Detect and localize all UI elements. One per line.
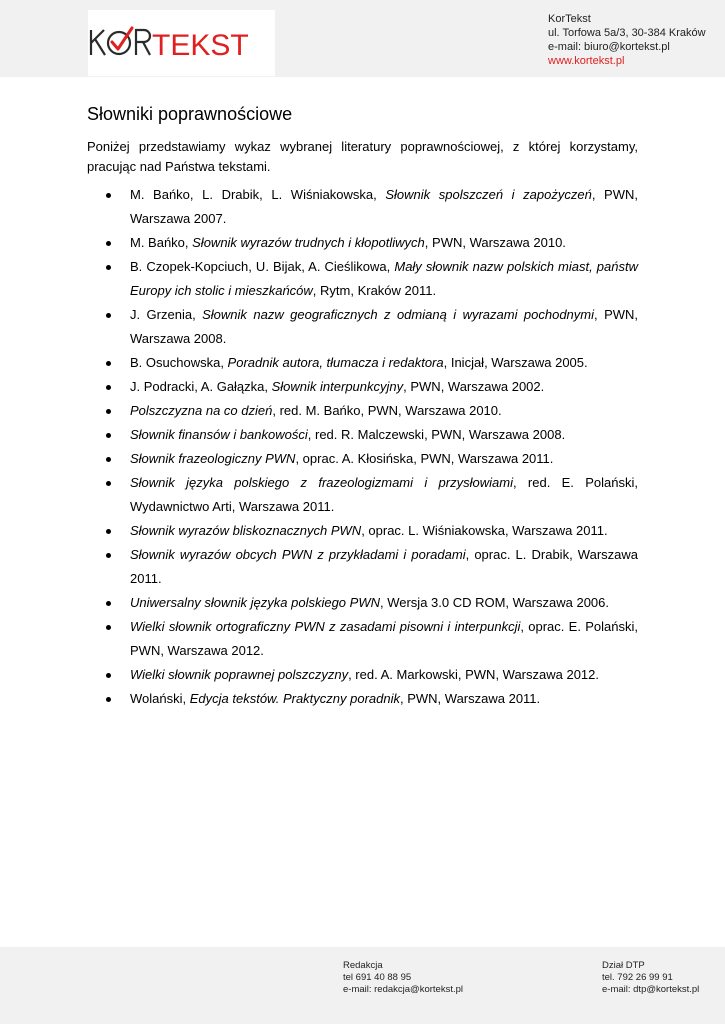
reference-publication: , Rytm, Kraków 2011. [312,283,437,298]
bullet-icon [106,529,111,534]
reference-item [87,375,638,399]
reference-publication: , PWN, Warszawa 2007. [130,187,639,226]
reference-item [87,423,638,447]
kortekst-logo-graphic [88,10,275,76]
reference-item [87,183,638,231]
footer-editorial-label: Redakcja [343,960,383,971]
company-address: ul. Torfowa 5a/3, 30-384 Kraków [548,27,706,39]
reference-authors: Wolański, [130,691,190,706]
logo-wordmark: TEKST [152,29,249,62]
bullet-icon [106,457,111,462]
reference-item [87,591,638,615]
reference-publication: , red. R. Malczewski, PWN, Warszawa 2008. [307,427,566,442]
reference-publication: , red. M. Bańko, PWN, Warszawa 2010. [272,403,502,418]
reference-title: Słownik interpunkcyjny [271,379,404,394]
footer-dtp-email[interactable]: e-mail: dtp@kortekst.pl [602,984,700,995]
reference-publication: , oprac. E. Polański, PWN, Warszawa 2012. [130,619,638,658]
reference-item [87,615,638,663]
reference-list [87,183,638,711]
reference-title: Słownik nazw geograficznych z odmianą i wyrazami pochodnymi [202,307,595,322]
bullet-icon [106,601,111,606]
bullet-icon [106,265,111,270]
reference-authors: B. Osuchowska, [130,355,228,370]
reference-title: Wielki słownik poprawnej polszczyzny [130,667,349,682]
reference-title: Słownik wyrazów obcych PWN z przykładami i poradami [130,547,466,562]
bullet-icon [106,481,111,486]
reference-title: Edycja tekstów. Praktyczny poradnik [189,691,400,706]
reference-authors: J. Podracki, A. Gałązka, [130,379,272,394]
reference-title: Słownik finansów i bankowości [130,427,308,442]
bullet-icon [106,553,111,558]
reference-publication: , oprac. A. Kłosińska, PWN, Warszawa 2011. [295,451,554,466]
page-title: Słowniki poprawnościowe [87,104,293,124]
reference-item [87,399,638,423]
reference-title: Wielki słownik ortograficzny PWN z zasadami pisowni i interpunkcji [130,619,521,634]
intro-paragraph: Poniżej przedstawiamy wykaz wybranej literatury poprawnościowej, z której korzystamy, pracując nad Państwa tekstami. [87,139,638,174]
reference-title: Uniwersalny słownik języka polskiego PWN [130,595,380,610]
reference-publication: , Inicjał, Warszawa 2005. [443,355,588,370]
reference-item [87,687,638,711]
reference-title: Słownik spolszczeń i zapożyczeń [385,187,592,202]
page-footer [0,947,725,1024]
reference-authors: J. Grzenia, [130,307,203,322]
reference-title: Słownik wyrazów trudnych i kłopotliwych [192,235,425,250]
bullet-icon [106,433,111,438]
reference-publication: , Wersja 3.0 CD ROM, Warszawa 2006. [379,595,609,610]
company-name: KorTekst [548,13,591,25]
reference-publication: , PWN, Warszawa 2011. [400,691,541,706]
bullet-icon [106,673,111,678]
bullet-icon [106,361,111,366]
reference-item [87,231,638,255]
reference-title: Słownik frazeologiczny PWN [130,451,296,466]
reference-authors: B. Czopek-Kopciuch, U. Bijak, A. Cieślikowa, [130,259,395,274]
footer-editorial-contact [343,960,463,996]
bullet-icon [106,697,111,702]
kortekst-logo [88,10,275,76]
reference-publication: , PWN, Warszawa 2002. [403,379,545,394]
footer-editorial-phone: tel 691 40 88 95 [343,972,412,983]
company-email[interactable]: e-mail: biuro@kortekst.pl [548,41,670,53]
bullet-icon [106,625,111,630]
footer-dtp-contact [602,960,699,996]
reference-title: Słownik języka polskiego z frazeologizmami i przysłowiami [130,475,513,490]
reference-item [87,519,638,543]
reference-title: Mały słownik nazw polskich miast, państw Europy ich stolic i mieszkańców [130,259,638,298]
bullet-icon [106,241,111,246]
reference-item [87,543,638,591]
reference-publication: , red. E. Polański, Wydawnictwo Arti, Warszawa 2011. [130,475,638,514]
reference-publication: , PWN, Warszawa 2008. [130,307,639,346]
footer-dtp-phone: tel. 792 26 99 91 [602,972,673,983]
reference-publication: , oprac. L. Drabik, Warszawa 2011. [130,547,638,586]
reference-publication: , oprac. L. Wiśniakowska, Warszawa 2011. [361,523,608,538]
reference-authors: M. Bańko, [130,235,193,250]
bullet-icon [106,409,111,414]
footer-dtp-label: Dział DTP [602,960,645,971]
bullet-icon [106,193,111,198]
reference-item [87,351,638,375]
company-contact [548,12,706,68]
reference-item [87,663,638,687]
reference-authors: M. Bańko, L. Drabik, L. Wiśniakowska, [130,187,386,202]
reference-title: Słownik wyrazów bliskoznacznych PWN [130,523,362,538]
page-header [0,0,725,77]
reference-item [87,447,638,471]
bullet-icon [106,313,111,318]
reference-publication: , PWN, Warszawa 2010. [424,235,566,250]
reference-item [87,303,638,351]
bullet-icon [106,385,111,390]
footer-editorial-email[interactable]: e-mail: redakcja@kortekst.pl [343,984,463,995]
reference-title: Poradnik autora, tłumacza i redaktora [227,355,444,370]
reference-item [87,255,638,303]
company-website-link[interactable]: www.kortekst.pl [548,55,625,67]
reference-title: Polszczyzna na co dzień [130,403,273,418]
reference-publication: , red. A. Markowski, PWN, Warszawa 2012. [348,667,600,682]
reference-item [87,471,638,519]
